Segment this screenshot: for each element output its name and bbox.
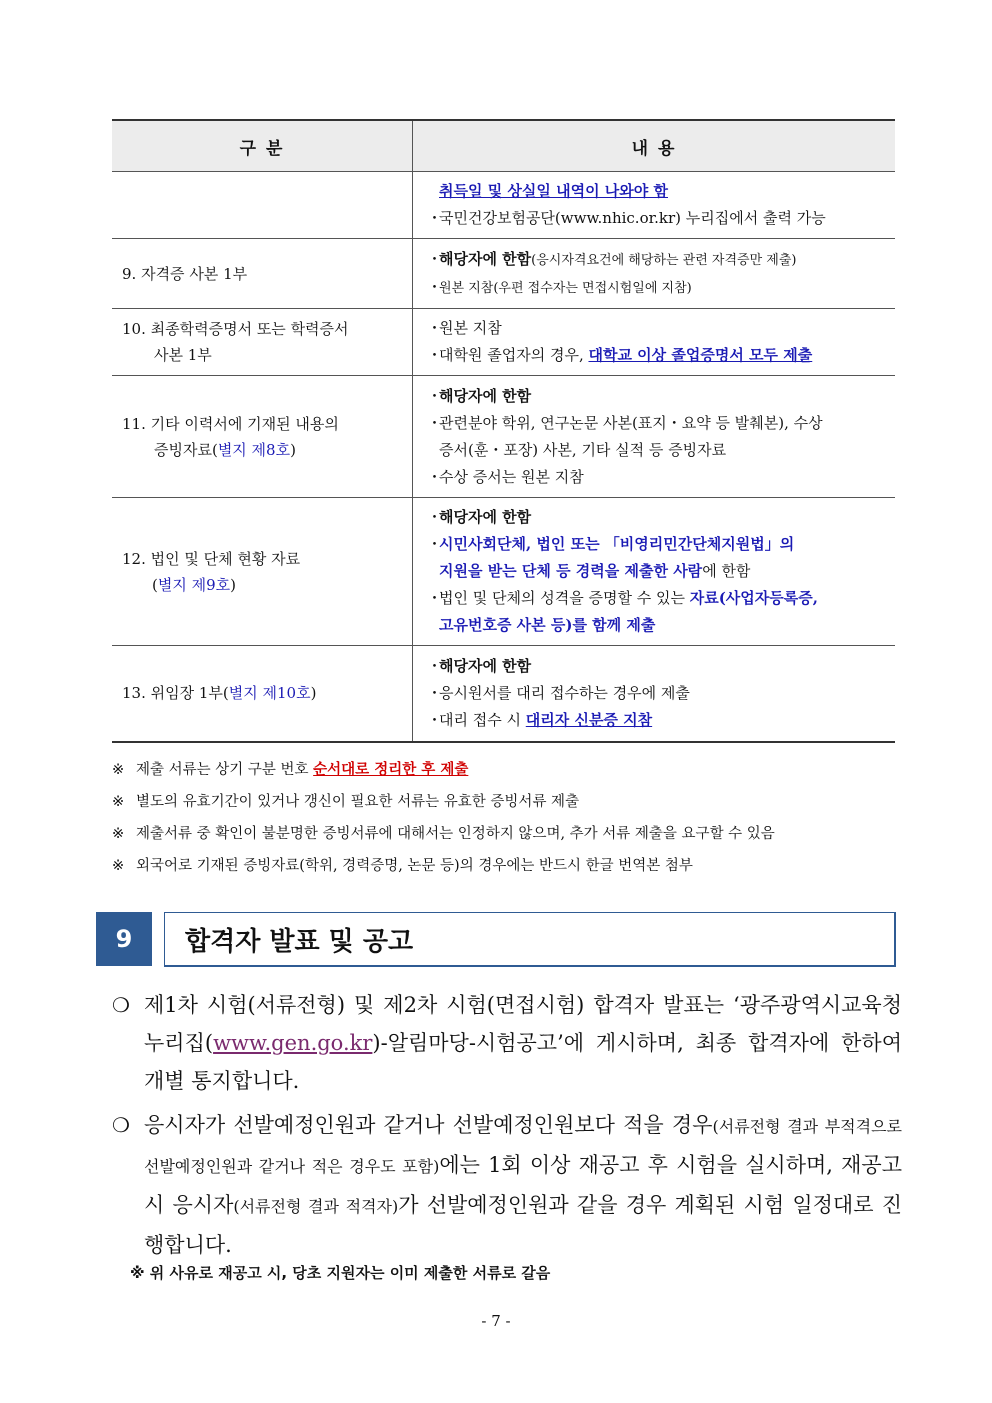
content-cell: 취득일 및 상실일 내역이 나와야 함 ・국민건강보험공단(www.nhic.or.kr) 누리집에서 출력 가능 xyxy=(413,172,896,239)
final-note: ※ 위 사유로 재공고 시, 당초 지원자는 이미 제출한 서류로 갈음 xyxy=(130,1264,551,1282)
table-row xyxy=(112,376,895,498)
section-number: 9 xyxy=(96,912,152,966)
annex-reference: 별지 제10호 xyxy=(228,684,311,703)
content-cell: ・해당자에 한함 ・시민사회단체, 법인 또는 「비영리민간단체지원법」의 지원을 받는 단체 등 경력을 제출한 사람에 한함 ・법인 및 단체의 성격을 증명할 수 있는 자료(사업자등록증, 고유번호증 사본 등)를 함께 제출 xyxy=(413,498,896,646)
section-title-box xyxy=(164,912,896,967)
circle-bullet-icon: ❍ xyxy=(112,1113,130,1137)
note-item: ※ 외국어로 기재된 증빙자료(학위, 경력증명, 논문 등)의 경우에는 반드시 한글 번역본 첨부 xyxy=(112,858,693,874)
header-category: 구 분 xyxy=(112,120,413,172)
category-cell: 9. 자격증 사본 1부 xyxy=(112,239,413,309)
category-cell: 11. 기타 이력서에 기재된 내용의 증빙자료(별지 제8호) xyxy=(112,376,413,498)
note-item: ※ 별도의 유효기간이 있거나 갱신이 필요한 서류는 유효한 증빙서류 제출 xyxy=(112,794,580,810)
note-item: ※ 제출 서류는 상기 구분 번호 순서대로 정리한 후 제출 xyxy=(112,761,469,778)
category-cell: 12. 법인 및 단체 현황 자료 (별지 제9호) xyxy=(112,498,413,646)
notes-list xyxy=(112,754,912,882)
category-cell: 13. 위임장 1부(별지 제10호) xyxy=(112,646,413,742)
submission-documents-table xyxy=(112,119,895,743)
emphasis-text: 대학교 이상 졸업증명서 모두 제출 xyxy=(588,346,813,364)
note-item: ※ 제출서류 중 확인이 불분명한 증빙서류에 대해서는 인정하지 않으며, 추가 서류 제출을 요구할 수 있음 xyxy=(112,826,775,842)
content-cell: ・해당자에 한함 ・응시원서를 대리 접수하는 경우에 제출 ・대리 접수 시 대리자 신분증 지참 xyxy=(413,646,896,742)
category-cell: 10. 최종학력증명서 또는 학력증서 사본 1부 xyxy=(112,309,413,376)
content-cell: ・해당자에 한함(응시자격요건에 해당하는 관련 자격증만 제출) ・원본 지참(우편 접수자는 면접시험일에 지참) xyxy=(413,239,896,309)
table-row xyxy=(112,498,895,646)
content-cell: ・해당자에 한함 ・관련분야 학위, 연구논문 사본(표지・요약 등 발췌본), 수상 증서(훈・포장) 사본, 기타 실적 등 증빙자료 ・수상 증서는 원본 지참 xyxy=(413,376,896,498)
paragraph-announcement: ❍ 제1차 시험(서류전형) 및 제2차 시험(면접시험) 합격자 발표는 ‘광주광역시교육청 누리집(www.gen.go.kr)-알림마당-시험공고’에 게시하며, 최종 합격자에 한하여 개별 통지합니다. xyxy=(112,986,902,1100)
category-cell-empty xyxy=(112,172,413,239)
red-emphasis: 순서대로 정리한 후 제출 xyxy=(313,761,469,778)
content-cell: ・원본 지참 ・대학원 졸업자의 경우, 대학교 이상 졸업증명서 모두 제출 xyxy=(413,309,896,376)
website-link[interactable]: www.gen.go.kr xyxy=(213,1031,373,1055)
circle-bullet-icon: ❍ xyxy=(112,993,130,1017)
section-title: 합격자 발표 및 공고 xyxy=(185,926,414,957)
table-row xyxy=(112,646,895,742)
table-row xyxy=(112,172,895,239)
page-number: - 7 - xyxy=(481,1312,511,1330)
header-content: 내 용 xyxy=(413,120,896,172)
table-row xyxy=(112,239,895,309)
table-row xyxy=(112,309,895,376)
table-header-row xyxy=(112,120,895,172)
annex-reference: 별지 제8호 xyxy=(217,440,291,459)
emphasis-text: 취득일 및 상실일 내역이 나와야 함 xyxy=(439,182,668,200)
content-text: 국민건강보험공단(www.nhic.or.kr) 누리집에서 출력 가능 xyxy=(439,209,826,227)
emphasis-text: 대리자 신분증 지참 xyxy=(525,710,653,729)
paragraph-reannouncement: ❍ 응시자가 선발예정인원과 같거나 선발예정인원보다 적을 경우(서류전형 결과 부적격으로 선발예정인원과 같거나 적은 경우도 포함)에는 1회 이상 재공고 후 시험을 실시하며, 재공고 시 응시자(서류전형 결과 적격자)가 선발예정인원과 같을 경우 계획된 시험 일정대로 진행합니다. xyxy=(112,1106,902,1264)
annex-reference: 별지 제9호 xyxy=(157,575,231,594)
